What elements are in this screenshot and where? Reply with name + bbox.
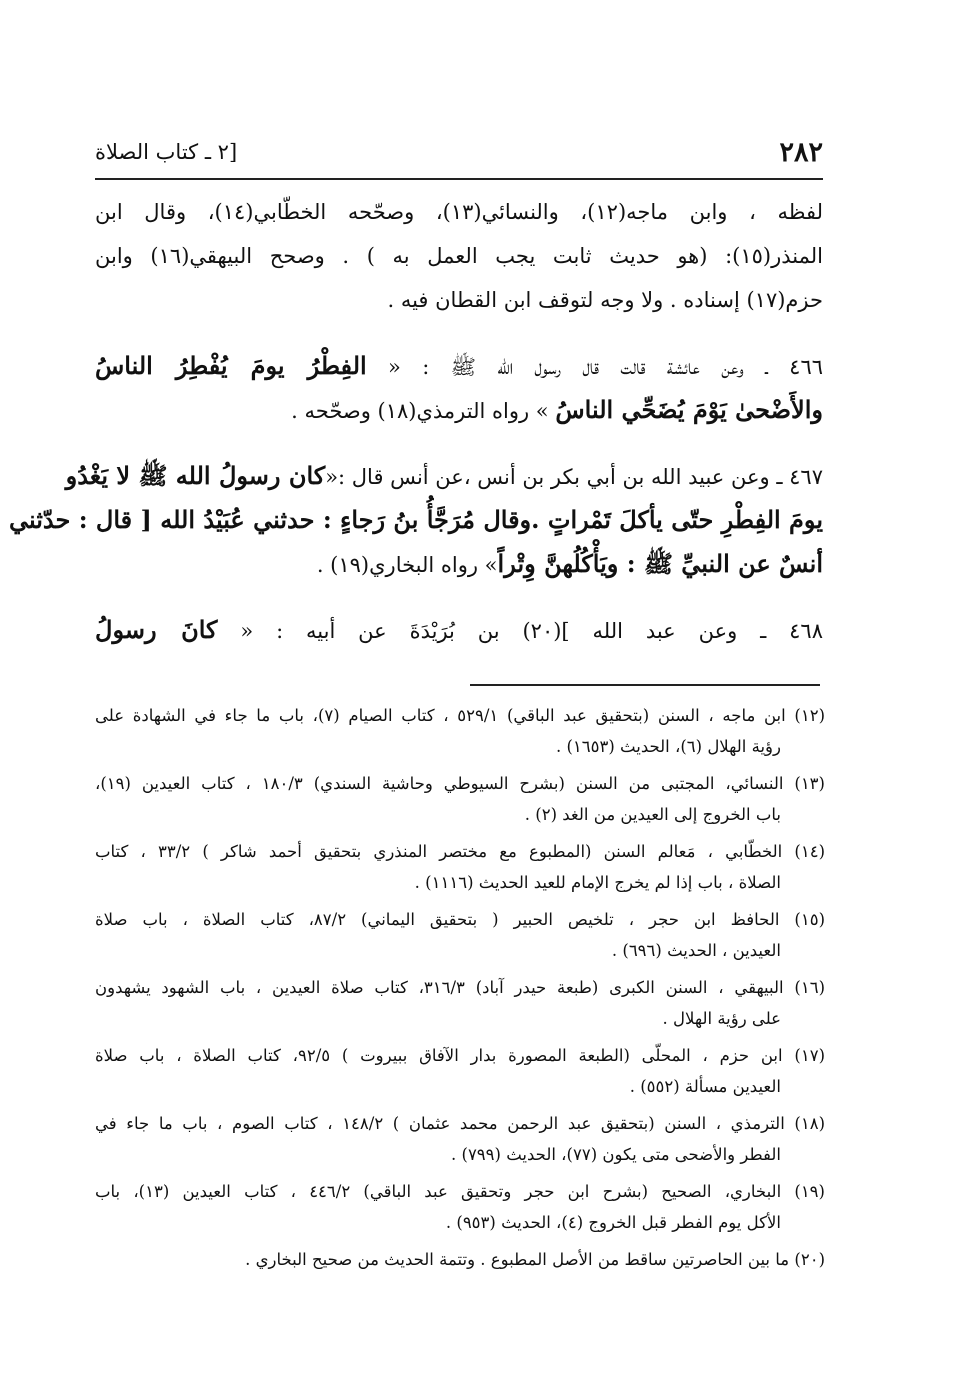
- main-text: [8, 190, 824, 652]
- footnote-line: الفطر والأضحى متى يكون (٧٧)، الحديث (٧٩٩) .: [451, 1145, 781, 1164]
- footnote-line: (١٤) الخطّابي ، مَعالم السنن (المطبوع مع مختصر المنذري بتحقيق أحمد شاكر ) ٣٣/٢ ، كتاب: [95, 842, 825, 861]
- footnote-line: باب الخروج إلى العيدين من الغد (٢) .: [524, 805, 781, 824]
- text-line: [95, 388, 823, 432]
- text-line: لفظه ، وابن ماجه(١٢)، والنسائي(١٣)، وصحّحه الخطّابي(١٤)، وقال ابن: [95, 200, 823, 224]
- footnote-line: (١٨) الترمذي ، السنن (بتحقيق عبد الرحمن محمد عثمان ) ١٤٨/٢ ، كتاب الصوم ، باب ما جاء في: [95, 1114, 825, 1133]
- text-line: حزم(١٧) إسناده . ولا وجه لتوقف ابن القطان فيه .: [387, 288, 823, 312]
- footnote-line: (١٧) ابن حزم ، المحلّى (الطبعة المصورة بدار الآفاق ببيروت ) ٩٢/٥، كتاب الصلاة ، باب صلاة: [95, 1046, 825, 1065]
- text-line: [95, 608, 823, 652]
- footnote-line: (١٣) النسائي، المجتبى من السنن (بشرح السيوطي وحاشية السندي) ١٨٠/٣ ، كتاب العيدين (١٩)،: [95, 774, 825, 793]
- footnote-line: رؤية الهلال (٦)، الحديث (١٦٥٣) .: [555, 737, 781, 756]
- footnote-line: العيدين ، الحديث (٦٩٦) .: [611, 941, 781, 960]
- footnote-divider: [470, 684, 820, 686]
- footnote-line: (١٩) البخاري، الصحيح (بشرح ابن حجر وتحقيق عبد الباقي) ٤٤٦/٢ ، كتاب العيدين (١٣)، باب: [95, 1182, 825, 1201]
- footnote-line: الصلاة ، باب إذا لم يخرج الإمام للعيد الحديث (١١١٦) .: [414, 873, 781, 892]
- hadith-466: [95, 344, 823, 432]
- footnote-line: العيدين مسألة (٥٥٢) .: [629, 1077, 781, 1096]
- hadith-intro: ٤٦٧ ـ وعن عبيد الله بن أبي بكر بن أنس ،عن أنس قال :«: [325, 465, 823, 489]
- footnote-17: [95, 1040, 825, 1102]
- footnote-12: [95, 700, 825, 762]
- header-divider: [95, 178, 823, 180]
- hadith-quote: كان رسولُ الله ﷺ لا يَغْدُو: [65, 461, 326, 490]
- text-line: يومَ الفِطْرِ حتّى يأكلَ تَمْراتٍ .وقال مُرَجَّأُ بنُ رَجاءٍ : حدثني عُبَيْدُ الله [ قال : حدّثني: [8, 505, 823, 534]
- page-header: [95, 132, 823, 172]
- hadith-467: [8, 454, 823, 586]
- hadith-468: [95, 608, 823, 652]
- footnote-line: على رؤية الهلال .: [662, 1009, 781, 1028]
- hadith-intro: ٤٦٨ ـ وعن عبد الله ](٢٠) بن بُرَيْدَةَ عن أبيه : «: [217, 619, 823, 643]
- footnote-18: [95, 1108, 825, 1170]
- footnotes: [95, 700, 825, 1281]
- hadith-quote: كانَ رسولُ: [95, 615, 218, 644]
- text-line: [65, 454, 823, 498]
- page-number: ٢٨٢: [779, 136, 823, 168]
- footnote-line: (١٥) الحافظ ابن حجر ، تلخيص الحبير ( بتحقيق اليماني) ٨٧/٢، كتاب الصلاة ، باب صلاة: [95, 910, 825, 929]
- footnote-19: [95, 1176, 825, 1238]
- footnote-line: (١٦) البيهقي ، السنن الكبرى (طبعة حيدر آباد) ٣١٦/٣، كتاب صلاة العيدين ، باب الشهود يشهدون: [95, 978, 825, 997]
- hadith-quote: أنسٌ عن النبيِّ ﷺ : ويَأْكُلُهنَّ وِتْراً: [497, 549, 823, 578]
- footnote-line: (١٢) ابن ماجه ، السنن (بتحقيق عبد الباقي) ٥٢٩/١ ، كتاب الصيام (٧)، باب ما جاء في الشهادة على: [95, 706, 825, 725]
- hadith-citation: » رواه البخاري(١٩) .: [316, 553, 498, 577]
- paragraph-sources: [95, 190, 823, 322]
- footnote-line: الأكل يوم الفطر قبل الخروج (٤)، الحديث (٩٥٣) .: [445, 1213, 781, 1232]
- chapter-title: [٢ ـ كتاب الصلاة: [95, 140, 238, 164]
- footnote-16: [95, 972, 825, 1034]
- footnote-15: [95, 904, 825, 966]
- text-line: المنذر(١٥): (هو حديث ثابت يجب العمل به ) . وصحح البيهقي(١٦) وابن: [95, 244, 823, 268]
- text-line: [95, 344, 823, 388]
- hadith-citation: » رواه الترمذي(١٨) وصحّحه .: [291, 399, 556, 423]
- text-line: [95, 542, 823, 586]
- hadith-quote: الفِطْرُ يومَ يُفْطِرُ الناسُ: [95, 351, 367, 380]
- hadith-quote: والأَضْحىٰ يَوْمَ يُضَحِّي الناسُ: [555, 395, 823, 424]
- footnote-line: (٢٠) ما بين الحاصرتين ساقط من الأصل المطبوع . وتتمة الحديث من صحيح البخاري .: [245, 1250, 825, 1269]
- footnote-20: [95, 1244, 825, 1275]
- footnote-13: [95, 768, 825, 830]
- hadith-intro: ٤٦٦ ـ وعن عائشة قالت قال رسول الله ﷺ : «: [366, 355, 824, 379]
- footnote-14: [95, 836, 825, 898]
